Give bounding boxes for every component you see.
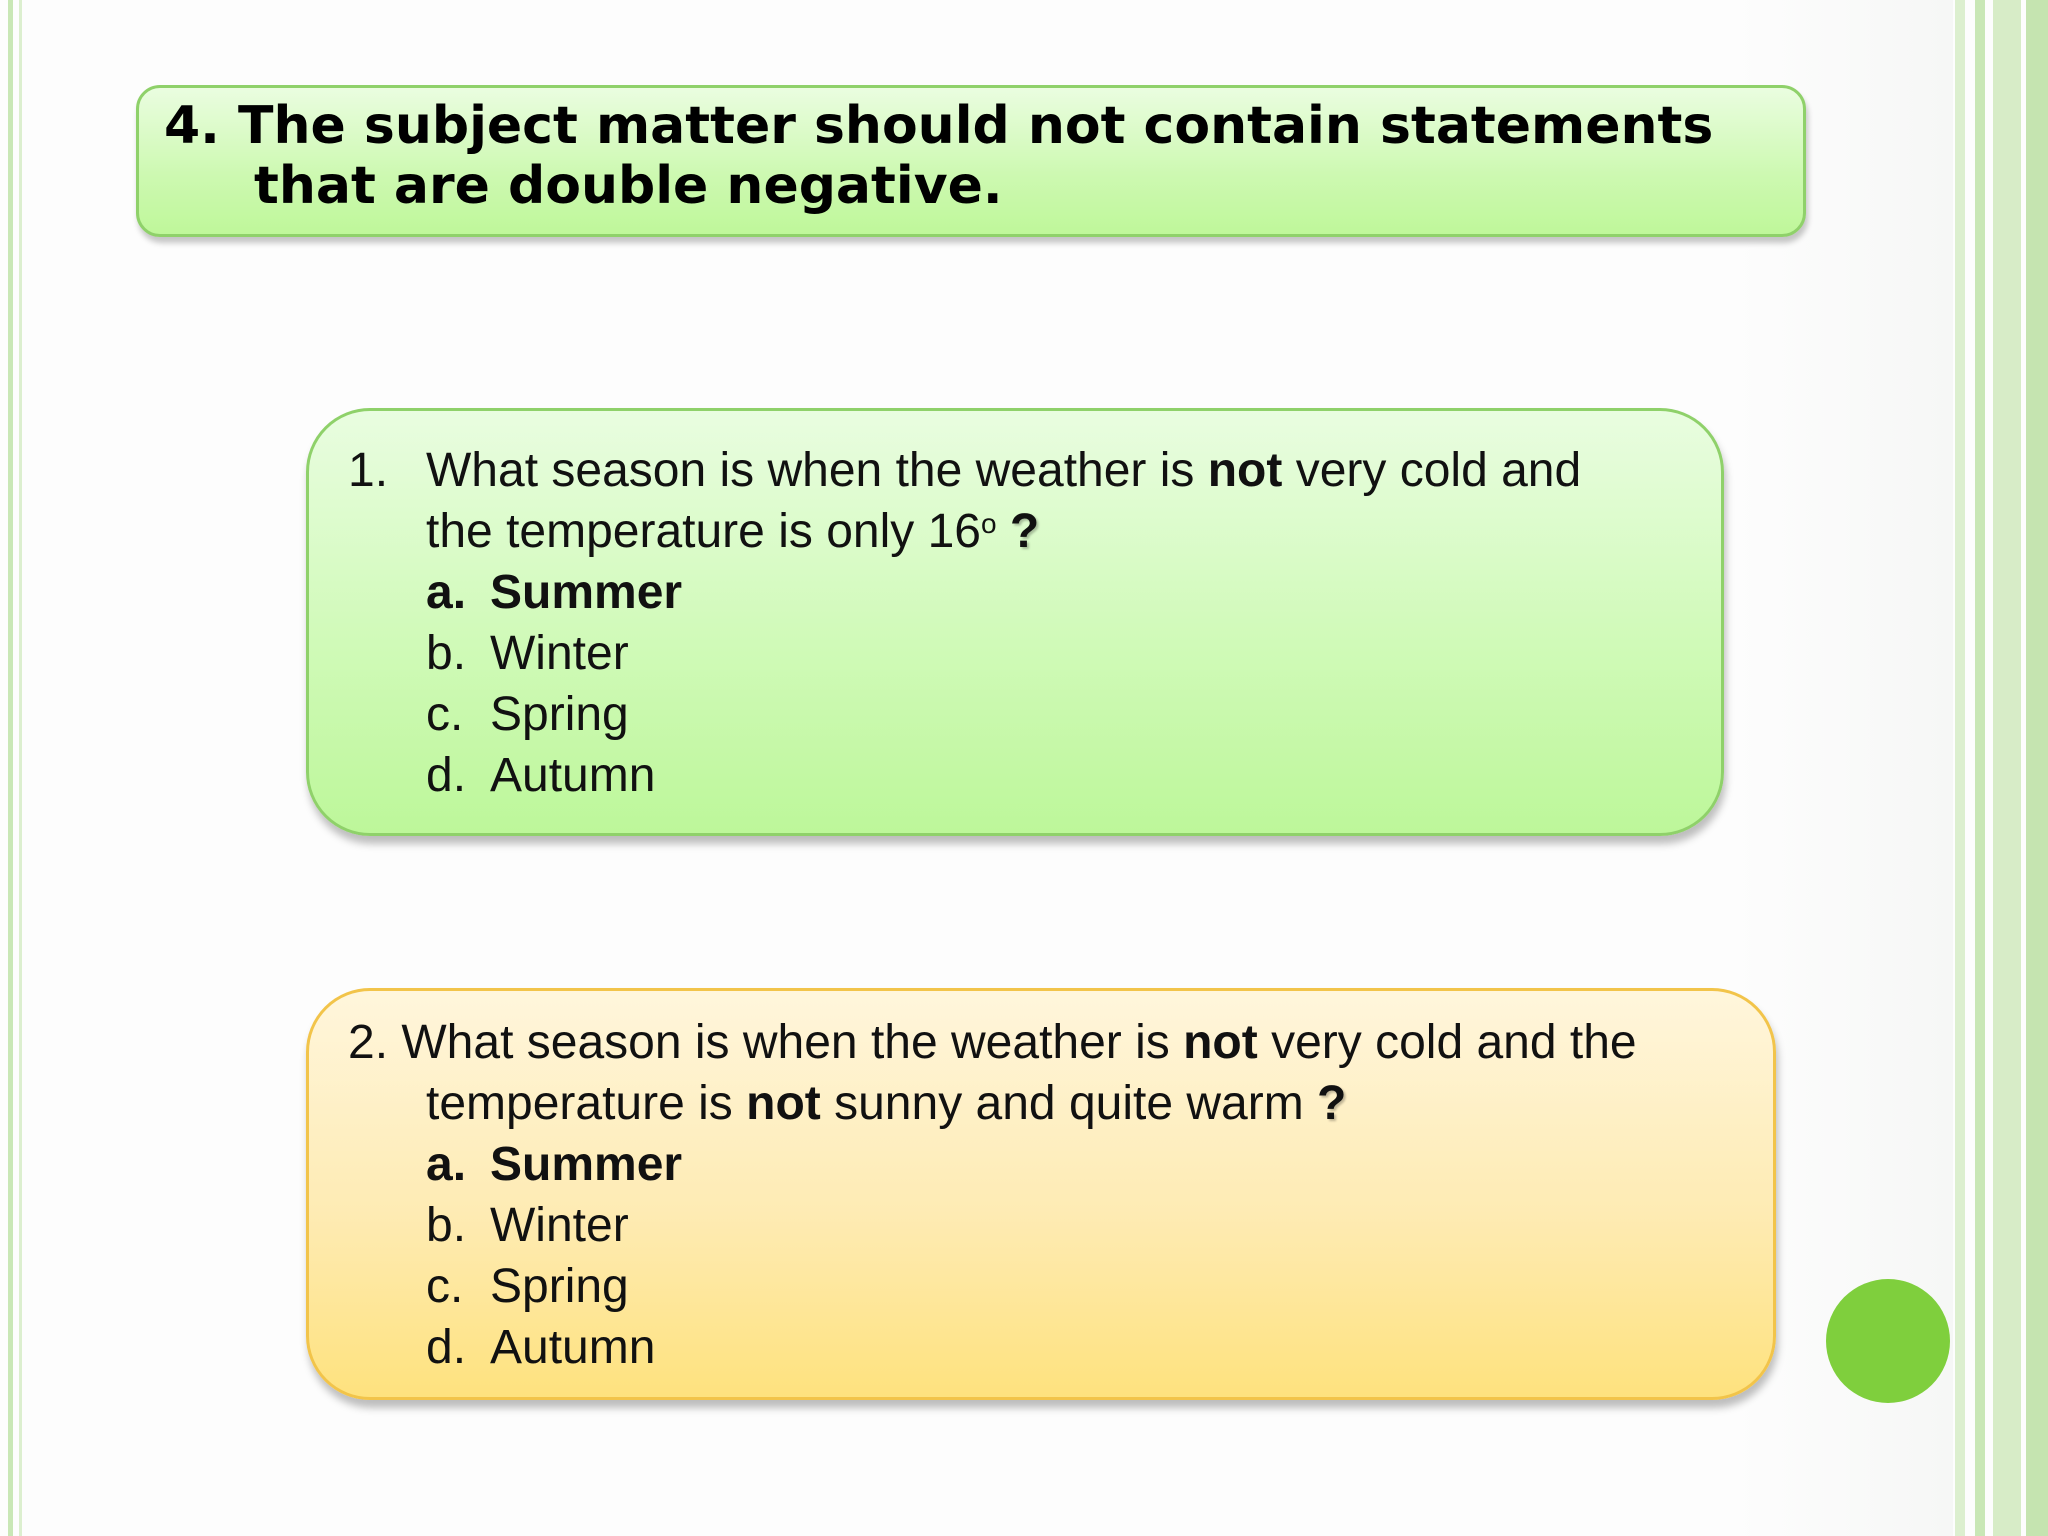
option-letter: b.	[426, 1199, 467, 1252]
option-c	[348, 684, 1678, 745]
degree-symbol: o	[980, 508, 997, 539]
title-line-1: 4. The subject matter should not contain statements	[164, 96, 1714, 156]
option-d	[348, 745, 1678, 806]
option-text: Winter	[490, 1199, 629, 1252]
question-1-text: What season is when the weather is	[426, 444, 1208, 497]
question-1	[348, 440, 1678, 806]
option-d	[348, 1317, 1758, 1378]
right-border-stripe	[1955, 0, 1965, 1536]
left-border-line	[8, 0, 13, 1536]
negation-word: not	[1183, 1016, 1258, 1069]
option-letter: b.	[426, 627, 467, 680]
option-text: Summer	[490, 566, 683, 619]
option-text: Spring	[490, 1260, 629, 1313]
option-text: Autumn	[490, 1321, 656, 1374]
option-text: Autumn	[490, 749, 656, 802]
question-1-line-2	[348, 501, 1678, 562]
option-c	[348, 1256, 1758, 1317]
option-b	[348, 623, 1678, 684]
option-letter: a.	[426, 566, 467, 619]
option-b	[348, 1195, 1758, 1256]
option-a	[348, 562, 1678, 623]
right-border-stripe	[1993, 0, 2021, 1536]
option-text: Winter	[490, 627, 629, 680]
option-letter: a.	[426, 1138, 467, 1191]
negation-word: not	[1207, 444, 1283, 497]
option-letter: c.	[426, 1260, 464, 1313]
option-text: Spring	[490, 688, 629, 741]
question-2	[348, 1012, 1758, 1378]
slide-title	[164, 96, 1784, 216]
right-border-stripe	[2026, 0, 2048, 1536]
question-1-line-1	[348, 440, 1678, 501]
question-mark: ?	[1317, 1077, 1347, 1130]
title-line-2: that are double negative.	[254, 156, 1003, 216]
question-2-number: 2.	[348, 1016, 402, 1069]
right-border-stripe	[1975, 0, 1985, 1536]
negation-word: not	[746, 1077, 821, 1130]
option-letter: c.	[426, 688, 464, 741]
option-letter: d.	[426, 749, 467, 802]
question-1-text: very cold and	[1282, 444, 1582, 497]
question-mark: ?	[996, 505, 1040, 558]
question-1-text: the temperature is only 16	[426, 505, 981, 558]
question-2-text: sunny and quite warm	[820, 1077, 1318, 1130]
question-2-text: temperature is	[426, 1077, 747, 1130]
question-2-text: very cold and the	[1257, 1016, 1637, 1069]
question-2-line-1	[348, 1012, 1758, 1073]
green-circle-decoration	[1826, 1279, 1950, 1403]
option-a	[348, 1134, 1758, 1195]
question-1-number: 1.	[348, 444, 389, 497]
question-2-line-2	[348, 1073, 1758, 1134]
question-2-text: What season is when the weather is	[401, 1016, 1184, 1069]
option-text: Summer	[490, 1138, 683, 1191]
option-letter: d.	[426, 1321, 467, 1374]
left-border-line-inner	[19, 0, 22, 1536]
